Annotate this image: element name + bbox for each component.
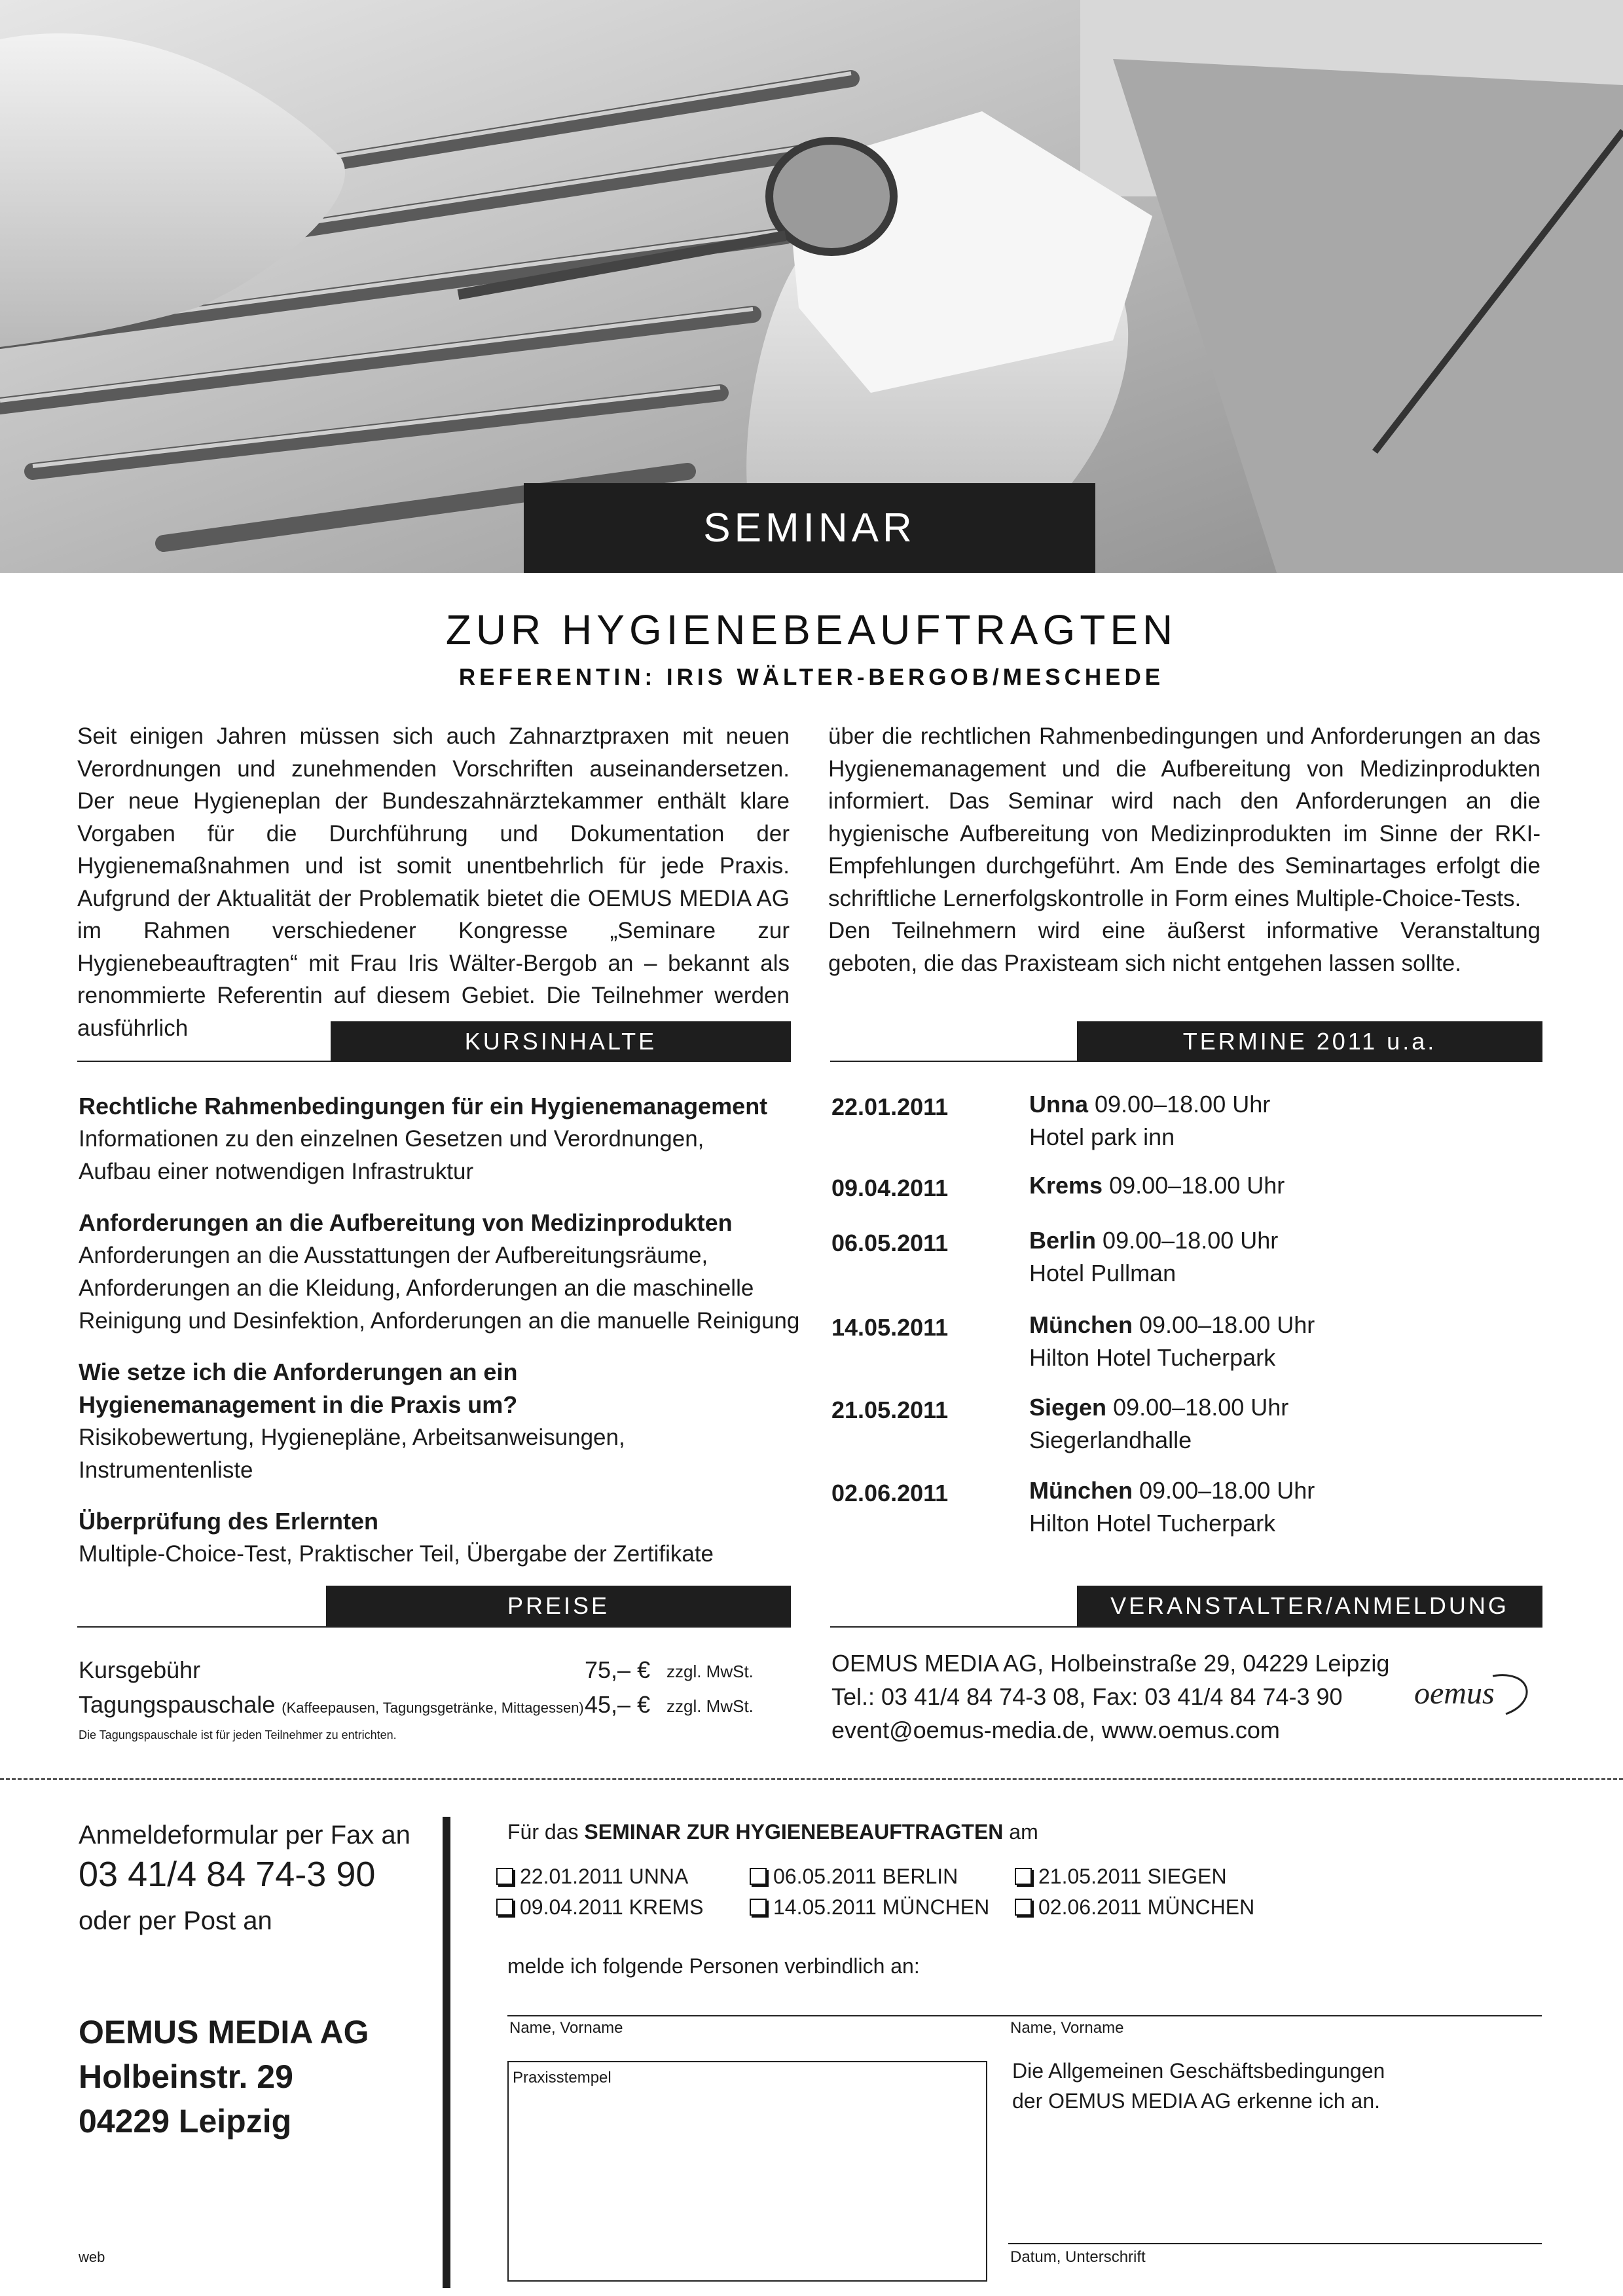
city-name: München (1029, 1311, 1133, 1338)
city-name: München (1029, 1477, 1133, 1504)
termine-heading: TERMINE 2011 u.a. (1077, 1021, 1542, 1062)
intro-left-column (77, 720, 790, 1044)
checkbox-label: 06.05.2011 BERLIN (773, 1865, 958, 1888)
course-item (79, 1356, 805, 1487)
date-value: 14.05.2011 (831, 1314, 949, 1341)
time-range: 09.00–18.00 Uhr (1109, 1172, 1285, 1199)
intro-paragraph: über die rechtlichen Rahmenbedingungen und Anforderungen an das Hygienemanagement und die Aufbereitung von Medizinprodukten informiert. Das Seminar wird nach den Anforderungen an die hygienische Aufbereitung von Medizinprodukten im Sinne der RKI-Empfehlungen durchgeführt. Am Ende des Seminartages erfolgt die schriftliche Lernerfolgskontrolle in Form eines Multiple-Choice-Tests. (828, 723, 1541, 911)
venue-name: Hotel park inn (1029, 1123, 1175, 1150)
checkbox-icon[interactable] (496, 1868, 513, 1885)
organizer-info (831, 1647, 1389, 1747)
oemus-logo (1408, 1663, 1539, 1722)
city-name: Unna (1029, 1091, 1088, 1118)
seminar-banner: SEMINAR (524, 483, 1095, 573)
postal-address (79, 2010, 369, 2143)
form-divider (443, 1817, 450, 2288)
postal-address-city: 04229 Leipzig (79, 2103, 292, 2140)
footer-tag: web (79, 2249, 105, 2265)
oemus-logo-text: oemus (1414, 1676, 1495, 1711)
preise-heading: PREISE (326, 1586, 791, 1626)
terms-text: Die Allgemeinen Geschäftsbedingungen der OEMUS MEDIA AG erkenne ich an. (1012, 2059, 1385, 2113)
checkbox-krems[interactable] (496, 1895, 703, 1920)
checkbox-icon[interactable] (750, 1868, 767, 1885)
course-item-text: Multiple-Choice-Test, Praktischer Teil, Übergabe der Zertifikate (79, 1541, 714, 1567)
postal-address-company: OEMUS MEDIA AG (79, 2014, 369, 2050)
postal-address-street: Holbeinstr. 29 (79, 2058, 293, 2095)
intro-paragraph: Seit einigen Jahren müssen sich auch Zahnarztpraxen mit neuen Verordnungen und zunehmenden Vorschriften auseinandersetzen. Der neue Hygieneplan der Bundeszahnärztekammer enthält klare Vorgaben für die Durchführung und Dokumentation der Hygienemaßnahmen und ist somit unentbehrlich für jede Praxis. Aufgrund der Aktualität der Problematik bietet die OEMUS MEDIA AG im Rahmen verschiedener Kongresse „Seminare zur Hygienebeauftragten“ mit Frau Iris Wälter-Bergob an – bekannt als renommierte Referentin auf diesem Gebiet. Die Teilnehmer werden ausführlich (77, 723, 790, 1041)
venue-name: Hilton Hotel Tucherpark (1029, 1344, 1276, 1371)
checkbox-label: 09.04.2011 KREMS (520, 1895, 704, 1919)
date-value: 06.05.2011 (831, 1230, 949, 1256)
checkbox-icon[interactable] (750, 1899, 767, 1916)
cut-line (0, 1778, 1623, 1780)
checkbox-label: 14.05.2011 MÜNCHEN (773, 1895, 990, 1919)
practice-stamp-label: Praxisstempel (513, 2069, 611, 2086)
course-item (79, 1207, 805, 1338)
fax-intro: Anmeldeformular per Fax an (79, 1821, 410, 1850)
checkbox-unna[interactable] (496, 1865, 688, 1889)
organizer-email-web: event@oemus-media.de, www.oemus.com (831, 1717, 1280, 1743)
checkbox-siegen[interactable] (1015, 1865, 1227, 1889)
checkbox-muenchen-may[interactable] (750, 1895, 989, 1920)
post-intro: oder per Post an (79, 1906, 272, 1935)
checkbox-icon[interactable] (1015, 1899, 1032, 1916)
city-name: Siegen (1029, 1394, 1107, 1421)
checkbox-muenchen-june[interactable] (1015, 1895, 1254, 1920)
name-line[interactable] (507, 2015, 1542, 2016)
course-item-text: Informationen zu den einzelnen Gesetzen und Verordnungen, Aufbau einer notwendigen Infrastruktur (79, 1126, 704, 1184)
course-item-title: Anforderungen an die Aufbereitung von Medizinprodukten (79, 1209, 733, 1236)
oemus-logo-mark (1408, 1663, 1539, 1722)
course-item (79, 1505, 805, 1571)
checkbox-berlin[interactable] (750, 1865, 958, 1889)
course-item (79, 1090, 805, 1188)
time-range: 09.00–18.00 Uhr (1095, 1091, 1271, 1118)
course-item-title: Rechtliche Rahmenbedingungen für ein Hygienemanagement (79, 1093, 768, 1120)
conference-fee-note: (Kaffeepausen, Tagungsgetränke, Mittagessen) (282, 1700, 584, 1716)
conference-fee-price: 45,– € (585, 1691, 651, 1718)
city-name: Krems (1029, 1172, 1103, 1199)
speaker-subtitle: REFERENTIN: IRIS WÄLTER-BERGOB/MESCHEDE (458, 665, 1165, 690)
veranstalter-heading: VERANSTALTER/ANMELDUNG (1077, 1586, 1542, 1626)
time-range: 09.00–18.00 Uhr (1113, 1394, 1289, 1421)
time-range: 09.00–18.00 Uhr (1139, 1477, 1315, 1504)
course-item-text: Anforderungen an die Ausstattungen der Aufbereitungsräume, Anforderungen an die Kleidung, Anforderungen an die maschinelle Reinigung und Desinfektion, Anforderungen an die manuelle Reinigung (79, 1243, 800, 1334)
course-fee-tax: zzgl. MwSt. (666, 1662, 754, 1681)
checkbox-label: 22.01.2011 UNNA (520, 1865, 689, 1888)
fax-number: 03 41/4 84 74-3 90 (79, 1855, 376, 1894)
conference-fee-label (79, 1691, 584, 1719)
checkbox-icon[interactable] (1015, 1868, 1032, 1885)
organizer-phone: Tel.: 03 41/4 84 74-3 08, Fax: 03 41/4 84 74-3 90 (831, 1683, 1343, 1710)
seminar-select-prefix: Für das (507, 1820, 579, 1844)
checkbox-icon[interactable] (496, 1899, 513, 1916)
date-value: 22.01.2011 (831, 1093, 949, 1120)
price-footnote: Die Tagungspauschale ist für jeden Teilnehmer zu entrichten. (79, 1728, 397, 1741)
conference-fee-tax: zzgl. MwSt. (666, 1696, 754, 1716)
course-item-text: Risikobewertung, Hygienepläne, Arbeitsanweisungen, Instrumentenliste (79, 1425, 625, 1483)
page-title: ZUR HYGIENEBEAUFTRAGTEN (445, 606, 1178, 653)
checkbox-label: 02.06.2011 MÜNCHEN (1038, 1895, 1255, 1919)
intro-paragraph: Den Teilnehmern wird eine äußerst informative Veranstaltung geboten, die das Praxisteam sich nicht entgehen lassen sollte. (828, 918, 1541, 976)
course-content-list (79, 1090, 805, 1589)
city-name: Berlin (1029, 1227, 1097, 1254)
name-label-1: Name, Vorname (509, 2019, 623, 2037)
practice-stamp-box[interactable] (507, 2061, 987, 2282)
date-value: 02.06.2011 (831, 1480, 949, 1506)
date-value: 09.04.2011 (831, 1175, 949, 1201)
seminar-select-suffix: am (1009, 1820, 1038, 1844)
time-range: 09.00–18.00 Uhr (1139, 1311, 1315, 1338)
checkbox-label: 21.05.2011 SIEGEN (1038, 1865, 1227, 1888)
name-label-2: Name, Vorname (1010, 2019, 1124, 2037)
conference-fee-title: Tagungspauschale (79, 1691, 276, 1718)
time-range: 09.00–18.00 Uhr (1103, 1227, 1279, 1254)
intro-right-column (828, 720, 1541, 979)
date-value: 21.05.2011 (831, 1396, 949, 1423)
venue-name: Hotel Pullman (1029, 1260, 1176, 1286)
course-fee-label: Kursgebühr (79, 1656, 201, 1683)
section-rule (77, 1626, 791, 1628)
signature-line[interactable] (1008, 2243, 1542, 2244)
organizer-address: OEMUS MEDIA AG, Holbeinstraße 29, 04229 Leipzig (831, 1650, 1390, 1677)
kursinhalte-heading: KURSINHALTE (331, 1021, 791, 1062)
course-item-title: Überprüfung des Erlernten (79, 1508, 379, 1535)
section-rule (830, 1626, 1542, 1628)
venue-name: Siegerlandhalle (1029, 1427, 1192, 1453)
register-text: melde ich folgende Personen verbindlich an: (507, 1954, 920, 1978)
seminar-select-intro (507, 1820, 1038, 1844)
course-item-title: Wie setze ich die Anforderungen an ein Hygienemanagement in die Praxis um? (79, 1358, 518, 1418)
seminar-select-name: SEMINAR ZUR HYGIENEBEAUFTRAGTEN (584, 1820, 1004, 1844)
course-fee-price: 75,– € (585, 1656, 651, 1683)
venue-name: Hilton Hotel Tucherpark (1029, 1510, 1276, 1537)
signature-label: Datum, Unterschrift (1010, 2248, 1146, 2266)
